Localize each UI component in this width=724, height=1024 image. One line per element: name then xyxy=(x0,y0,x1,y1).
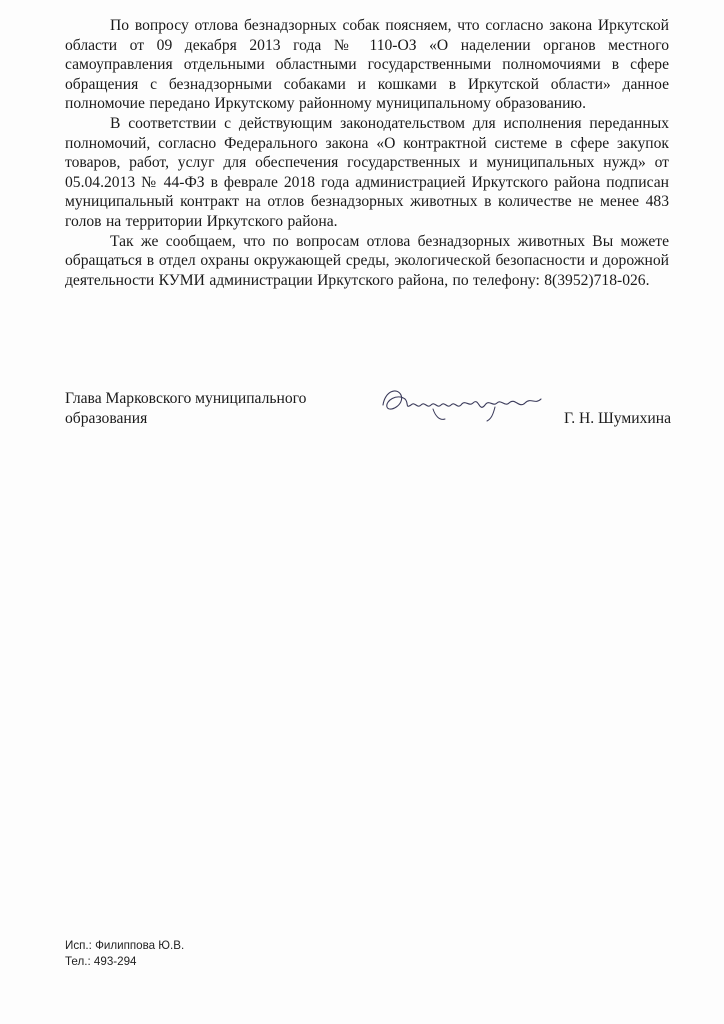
executor-phone: Тел.: 493-294 xyxy=(65,955,137,968)
signatory-title: Глава Марковского муниципального образования xyxy=(65,390,307,427)
signatory-name: Г. Н. Шумихина xyxy=(563,410,671,427)
executor-footer xyxy=(65,938,184,970)
paragraph-3: Так же сообщаем, что по вопросам отлова безнадзорных животных Вы можете обращаться в отдел охраны окружающей среды, экологической безопасности и дорожной деятельности КУМИ администрации Иркутского района, по телефону: 8(3952)718-026. xyxy=(65,232,669,289)
signature-block xyxy=(65,389,669,433)
executor-name: Исп.: Филиппова Ю.В. xyxy=(65,939,185,952)
handwritten-signature xyxy=(375,383,565,425)
paragraph-2: В соответствии с действующим законодательством для исполнения переданных полномочий, согласно Федерального закона «О контрактной системе в сфере закупок товаров, работ, услуг для обеспечения государственных и муниципальных нужд» от 05.04.2013 № 44-ФЗ в феврале 2018 года администрацией Иркутского района подписан муниципальный контракт на отлов безнадзорных животных в количестве не менее 483 голов на территории Иркутского района. xyxy=(65,114,669,230)
letter-body xyxy=(65,16,669,290)
paragraph-1: По вопросу отлова безнадзорных собак поясняем, что согласно закона Иркутской области от 09 декабря 2013 года № 110-ОЗ «О наделении органов местного самоуправления отдельными областными государственными полномочиями в сфере обращения с безнадзорными собаками и кошками в Иркутской области» данное полномочие передано Иркутскому районному муниципальному образованию. xyxy=(65,17,669,113)
